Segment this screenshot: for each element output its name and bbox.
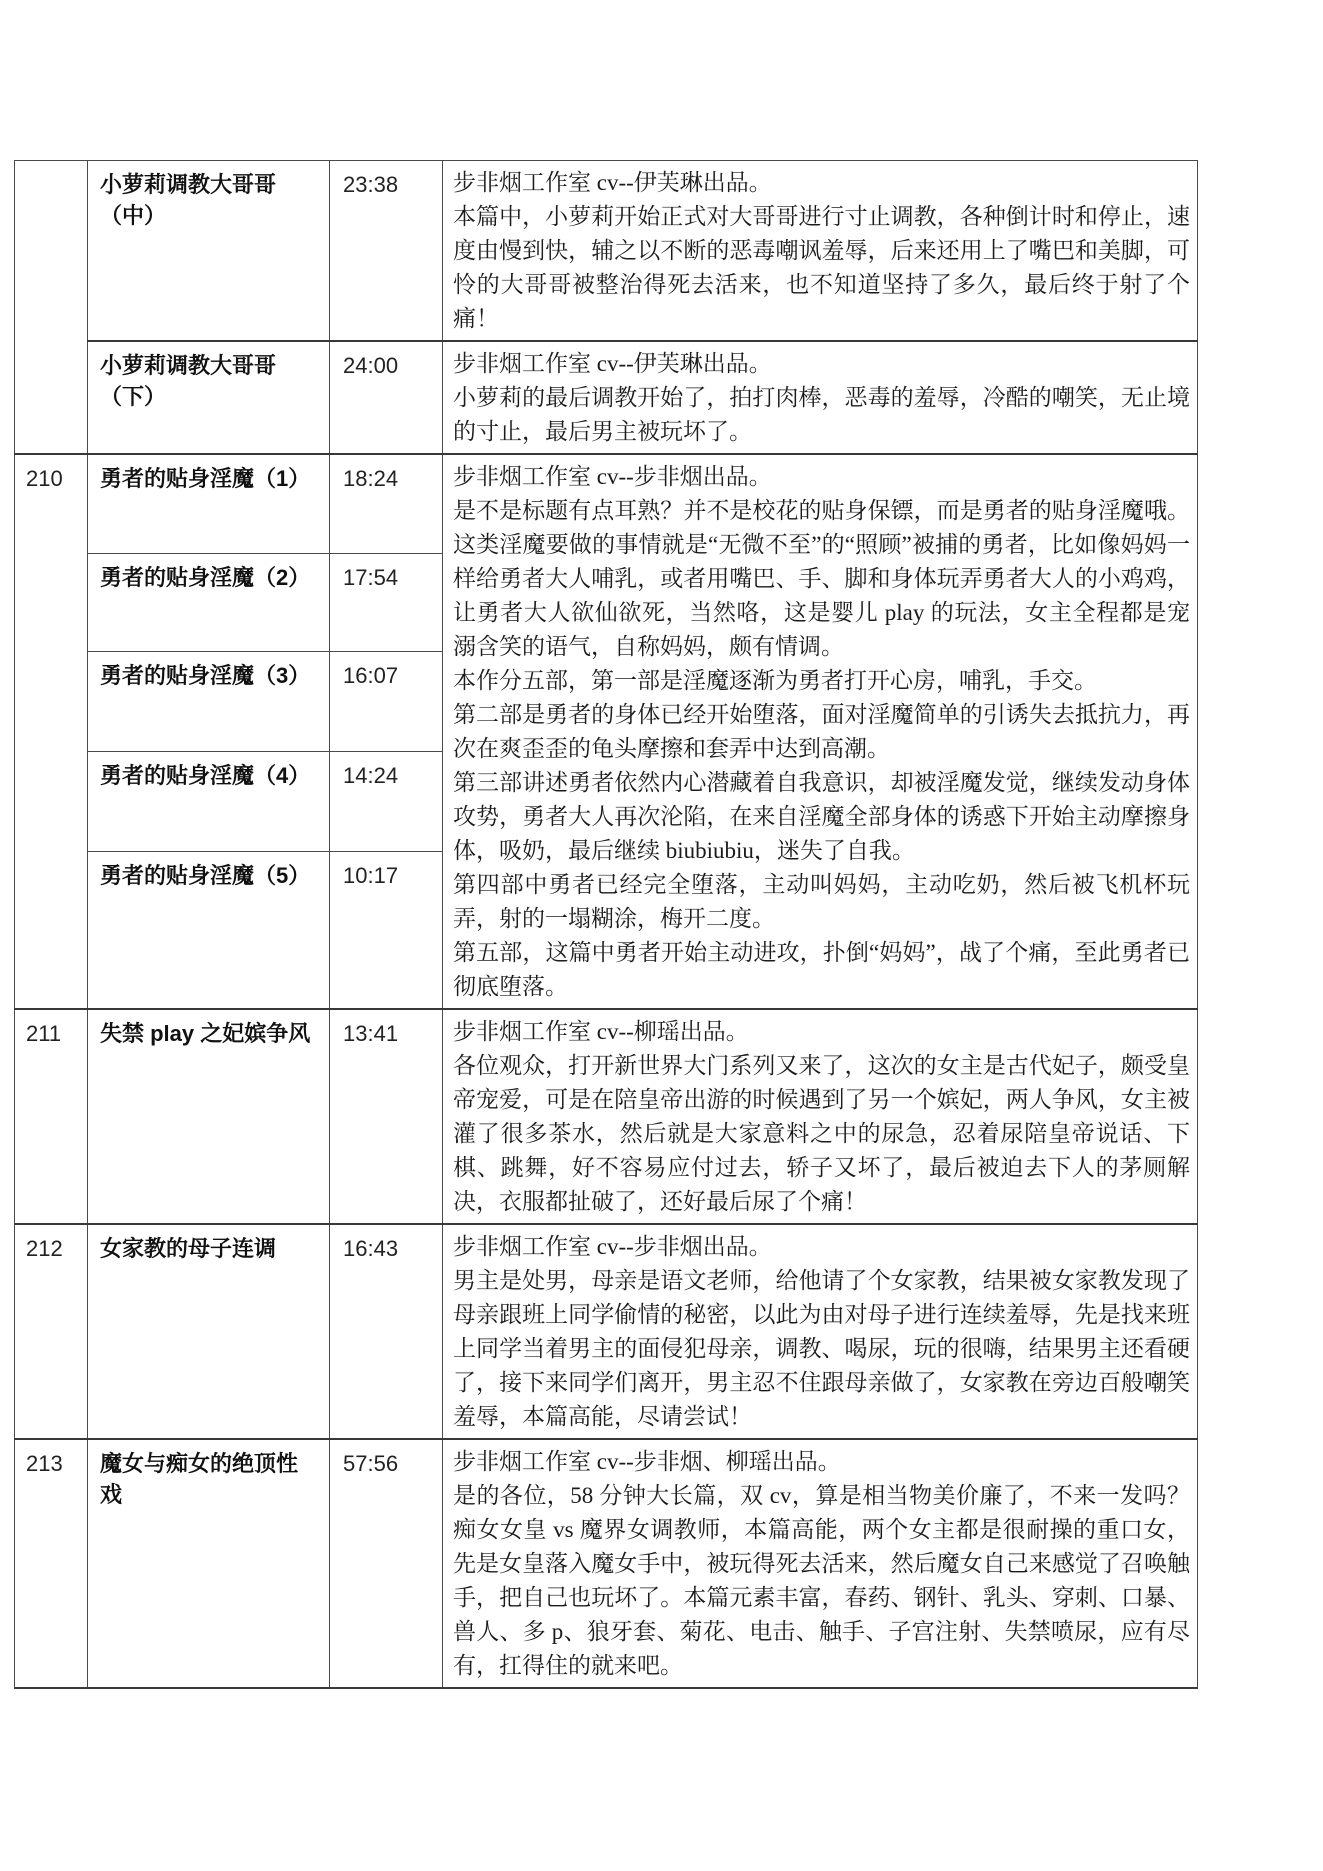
entry-duration: 24:00 [330,341,443,454]
description-paragraph: 男主是处男，母亲是语文老师，给他请了个女家教，结果被女家教发现了母亲跟班上同学偷情的秘密，以此为由对母子进行连续羞辱，先是找来班上同学当着男主的面侵犯母亲，调教、喝尿，玩的很嗨，结果男主还看硬了，接下来同学们离开，男主忍不住跟母亲做了，女家教在旁边百般嘲笑羞辱，本篇高能，尽请尝试！ [453,1268,1190,1429]
entry-title: 勇者的贴身淫魔（4） [88,751,330,851]
entry-title: 小萝莉调教大哥哥（下） [88,341,330,454]
entry-title: 失禁 play 之妃嫔争风 [88,1009,330,1224]
entry-duration: 16:07 [330,651,443,751]
entry-title: 女家教的母子连调 [88,1224,330,1439]
entry-duration: 14:24 [330,751,443,851]
table-row [15,1009,1198,1224]
entry-description [443,1439,1198,1688]
entry-description [443,1224,1198,1439]
entry-id [15,161,88,455]
table-row [15,161,1198,342]
entry-title: 魔女与痴女的绝顶性戏 [88,1439,330,1688]
description-paragraph: 是的各位，58 分钟大长篇，双 cv，算是相当物美价廉了，不来一发吗？痴女女皇 vs 魔界女调教师，本篇高能，两个女主都是很耐操的重口女，先是女皇落入魔女手中，被玩得死去活来，然后魔女自己来感觉了召唤触手，把自己也玩坏了。本篇元素丰富，春药、钢针、乳头、穿刺、口暴、兽人、多 p、狼牙套、菊花、电击、触手、子宫注射、失禁喷尿，应有尽有，扛得住的就来吧。 [453,1483,1190,1678]
entry-duration: 17:54 [330,553,443,651]
entry-title: 小萝莉调教大哥哥（中） [88,161,330,342]
description-paragraph: 各位观众，打开新世界大门系列又来了，这次的女主是古代妃子，颇受皇帝宠爱，可是在陪皇帝出游的时候遇到了另一个嫔妃，两人争风，女主被灌了很多茶水，然后就是大家意料之中的尿急，忍着尿陪皇帝说话、下棋、跳舞，好不容易应付过去，轿子又坏了，最后被迫去下人的茅厕解决，衣服都扯破了，还好最后尿了个痛！ [453,1053,1190,1214]
entry-id: 210 [15,454,88,1009]
entry-duration: 13:41 [330,1009,443,1224]
entry-duration: 16:43 [330,1224,443,1439]
entry-title: 勇者的贴身淫魔（1） [88,454,330,553]
description-paragraph: 本作分五部，第一部是淫魔逐渐为勇者打开心房，哺乳，手交。 [453,668,1097,693]
audio-drama-list-table [14,160,1198,1689]
entry-duration: 18:24 [330,454,443,553]
table-row [15,454,1198,553]
description-paragraph: 步非烟工作室 cv--伊芙琳出品。 [453,351,772,376]
table-row [15,1439,1198,1688]
entry-id: 212 [15,1224,88,1439]
description-paragraph: 步非烟工作室 cv--步非烟、柳瑶出品。 [453,1449,841,1474]
entry-title: 勇者的贴身淫魔（3） [88,651,330,751]
description-paragraph: 小萝莉的最后调教开始了，拍打肉棒，恶毒的羞辱，冷酷的嘲笑，无止境的寸止，最后男主被玩坏了。 [453,385,1190,444]
description-paragraph: 是不是标题有点耳熟？并不是校花的贴身保镖，而是勇者的贴身淫魔哦。这类淫魔要做的事情就是“无微不至”的“照顾”被捕的勇者，比如像妈妈一样给勇者大人哺乳，或者用嘴巴、手、脚和身体玩弄勇者大人的小鸡鸡，让勇者大人欲仙欲死，当然咯，这是婴儿 play 的玩法，女主全程都是宠溺含笑的语气，自称妈妈，颇有情调。 [453,498,1190,659]
entry-description [443,454,1198,1009]
description-paragraph: 第五部，这篇中勇者开始主动进攻，扑倒“妈妈”，战了个痛，至此勇者已彻底堕落。 [453,940,1190,999]
entry-duration: 10:17 [330,851,443,1009]
entry-id: 213 [15,1439,88,1688]
description-paragraph: 第三部讲述勇者依然内心潜藏着自我意识，却被淫魔发觉，继续发动身体攻势，勇者大人再次沦陷，在来自淫魔全部身体的诱惑下开始主动摩擦身体，吸奶，最后继续 biubiubiu，迷失了自我。 [453,770,1190,863]
description-paragraph: 步非烟工作室 cv--步非烟出品。 [453,464,772,489]
entry-description [443,1009,1198,1224]
entry-description [443,161,1198,342]
table-row [15,341,1198,454]
entry-id: 211 [15,1009,88,1224]
description-paragraph: 步非烟工作室 cv--步非烟出品。 [453,1234,772,1259]
table-row [15,1224,1198,1439]
entry-title: 勇者的贴身淫魔（2） [88,553,330,651]
description-paragraph: 步非烟工作室 cv--伊芙琳出品。 [453,170,772,195]
description-paragraph: 第四部中勇者已经完全堕落，主动叫妈妈，主动吃奶，然后被飞机杯玩弄，射的一塌糊涂，梅开二度。 [453,872,1190,931]
description-paragraph: 步非烟工作室 cv--柳瑶出品。 [453,1019,749,1044]
entry-duration: 23:38 [330,161,443,342]
description-paragraph: 本篇中，小萝莉开始正式对大哥哥进行寸止调教，各种倒计时和停止，速度由慢到快，辅之以不断的恶毒嘲讽羞辱，后来还用上了嘴巴和美脚，可怜的大哥哥被整治得死去活来，也不知道坚持了多久，最后终于射了个痛！ [453,204,1190,331]
description-paragraph: 第二部是勇者的身体已经开始堕落，面对淫魔简单的引诱失去抵抗力，再次在爽歪歪的龟头摩擦和套弄中达到高潮。 [453,702,1190,761]
entry-duration: 57:56 [330,1439,443,1688]
entry-description [443,341,1198,454]
entry-title: 勇者的贴身淫魔（5） [88,851,330,1009]
